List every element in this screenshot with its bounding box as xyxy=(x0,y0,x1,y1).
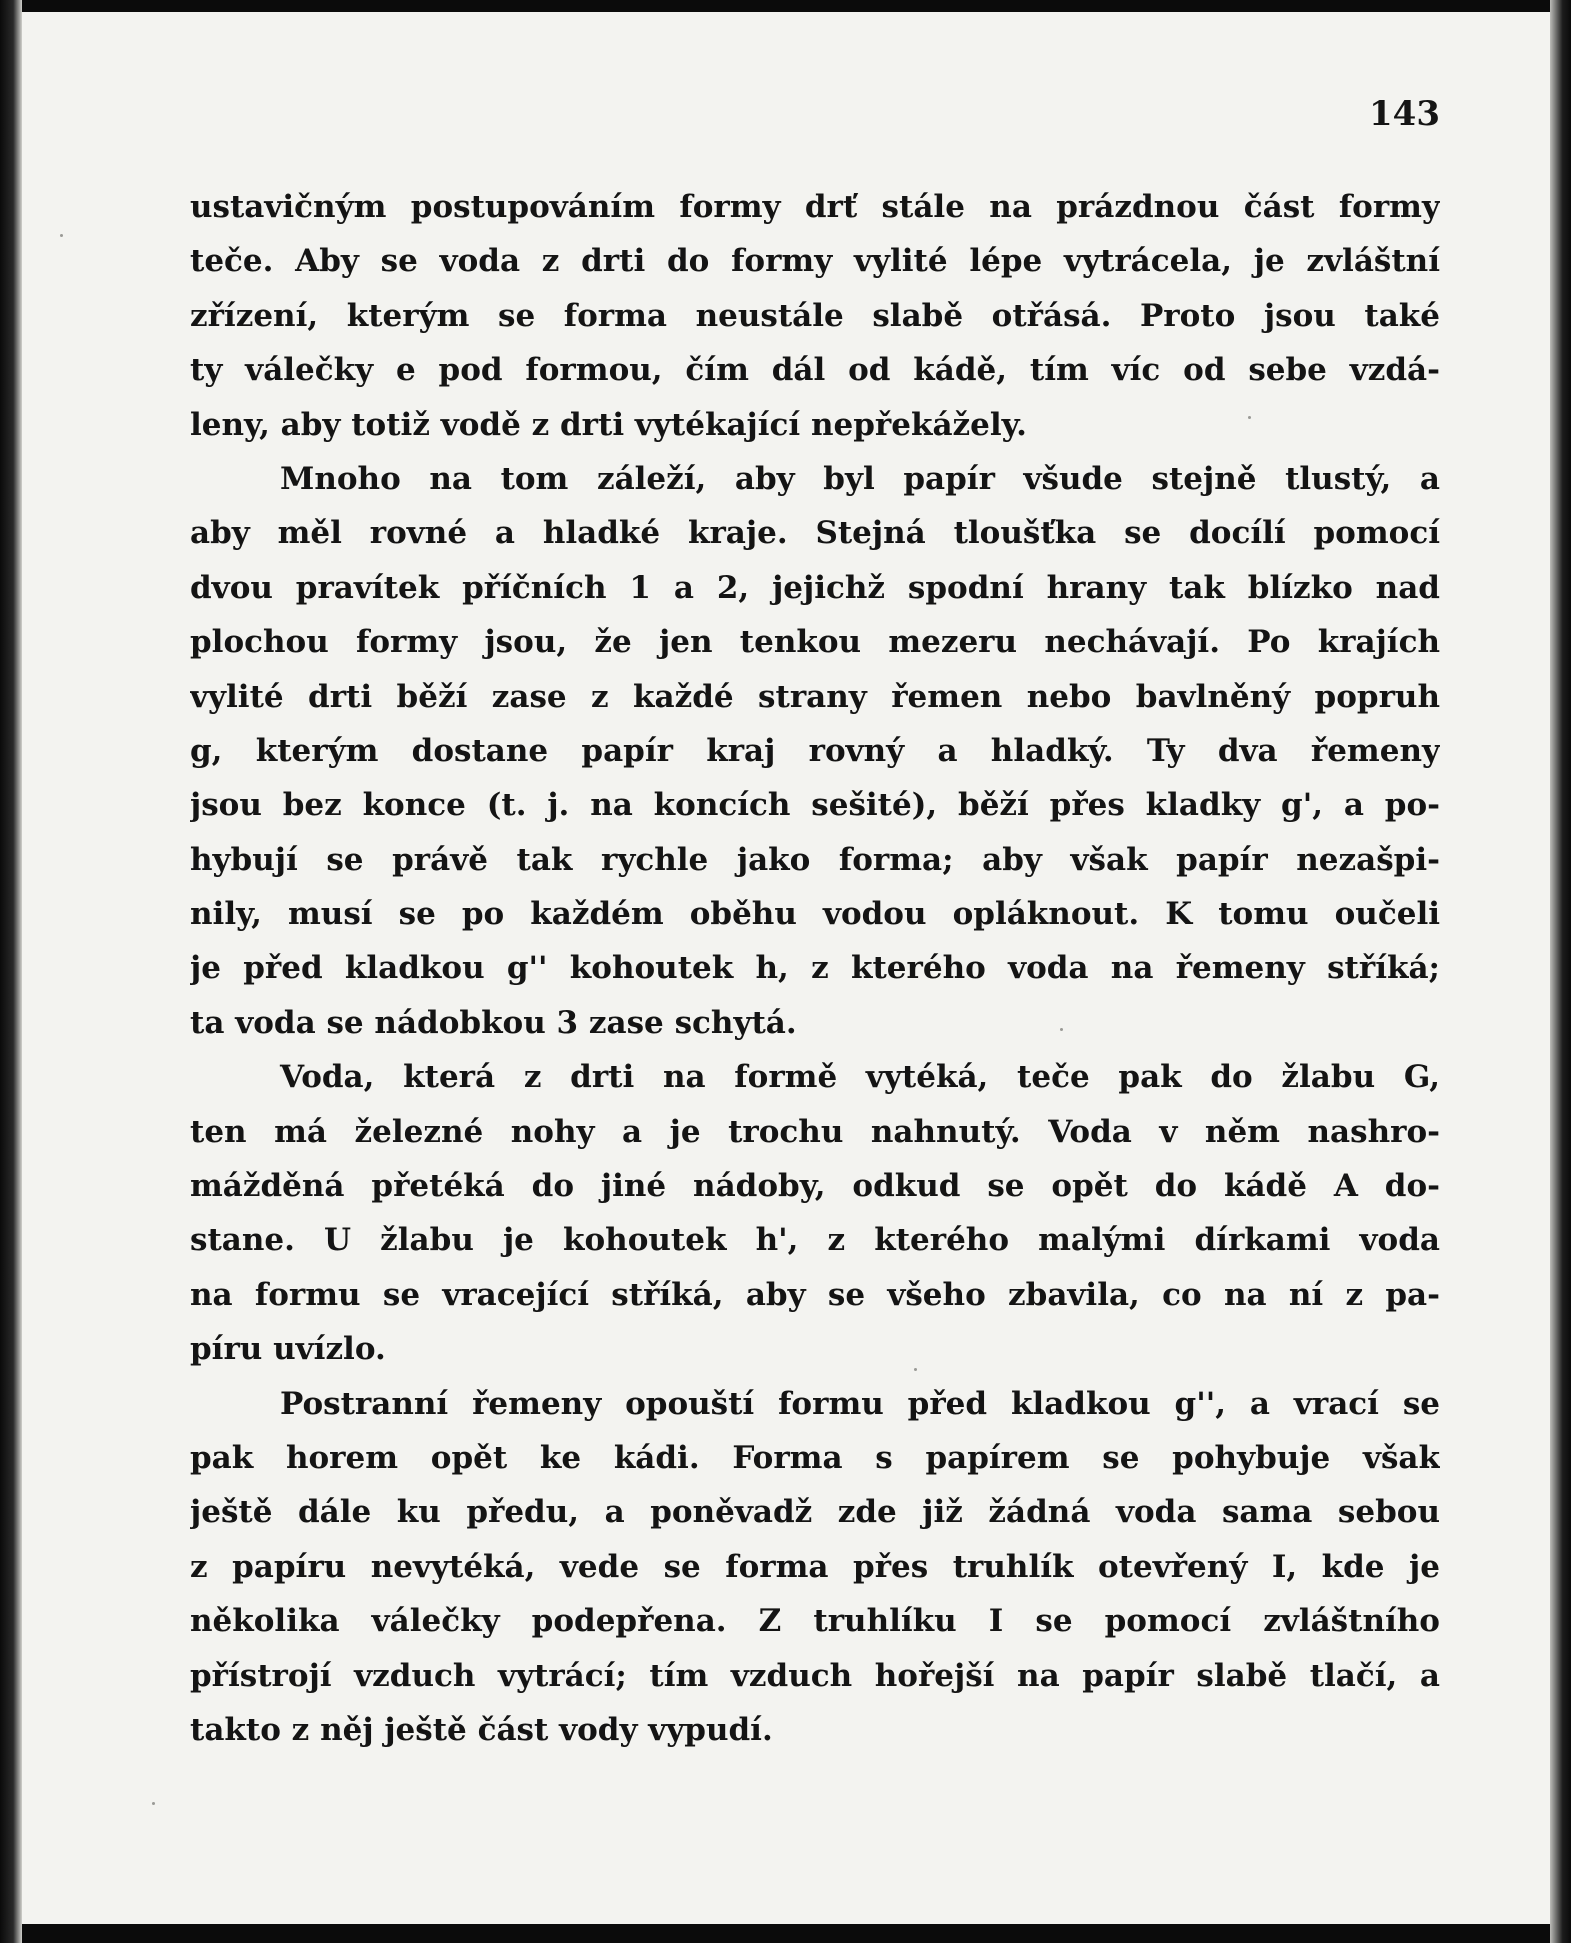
scan-left-edge xyxy=(0,0,22,1943)
text-line: z papíru nevytéká, vede se forma přes truhlík otevřený I, kde je xyxy=(190,1548,1440,1585)
text-line: stane. U žlabu je kohoutek h', z kterého malými dírkami voda xyxy=(190,1222,1440,1259)
text-line: leny, aby totiž vodě z drti vytékající nepřekážely. xyxy=(190,406,1027,443)
scan-speck xyxy=(1248,416,1251,419)
text-line: pak horem opět ke kádi. Forma s papírem se pohybuje však xyxy=(190,1439,1440,1476)
scan-speck xyxy=(1060,1028,1063,1031)
body-text xyxy=(190,180,1440,1757)
text-line: píru uvízlo. xyxy=(190,1331,386,1368)
text-line: Postranní řemeny opouští formu před kladkou g'', a vrací se xyxy=(280,1385,1440,1422)
text-line: zřízení, kterým se forma neustále slabě otřásá. Proto jsou také xyxy=(190,297,1440,334)
text-line: několika válečky podepřena. Z truhlíku I se pomocí zvláštního xyxy=(190,1603,1440,1640)
book-page xyxy=(22,12,1550,1924)
page-number: 143 xyxy=(1369,94,1440,134)
text-line: ten má železné nohy a je trochu nahnutý. Voda v něm nashro- xyxy=(190,1113,1440,1150)
text-line: jsou bez konce (t. j. na koncích sešité), běží přes kladky g', a po- xyxy=(190,787,1440,824)
scan-speck xyxy=(914,1368,917,1371)
scan-speck xyxy=(60,234,63,237)
text-line: ustavičným postupováním formy drť stále na prázdnou část formy xyxy=(190,189,1440,225)
scan-speck xyxy=(152,1802,155,1805)
text-line: vylité drti běží zase z každé strany řemen nebo bavlněný popruh xyxy=(190,678,1440,715)
text-line: takto z něj ještě část vody vypudí. xyxy=(190,1711,773,1748)
text-line: g, kterým dostane papír kraj rovný a hladký. Ty dva řemeny xyxy=(190,732,1440,769)
text-line: přístrojí vzduch vytrácí; tím vzduch hořejší na papír slabě tlačí, a xyxy=(190,1657,1440,1694)
text-line: mážděná přetéká do jiné nádoby, odkud se opět do kádě A do- xyxy=(190,1168,1440,1205)
text-line: nily, musí se po každém oběhu vodou opláknout. K tomu oučeli xyxy=(190,896,1440,933)
text-line: dvou pravítek příčních 1 a 2, jejichž spodní hrany tak blízko nad xyxy=(190,569,1440,606)
text-line: plochou formy jsou, že jen tenkou mezeru nechávají. Po krajích xyxy=(190,624,1440,661)
text-line: ještě dále ku předu, a poněvadž zde již žádná voda sama sebou xyxy=(190,1494,1440,1531)
text-line: aby měl rovné a hladké kraje. Stejná tloušťka se docílí pomocí xyxy=(190,515,1440,552)
text-line: Voda, která z drti na formě vytéká, teče pak do žlabu G, xyxy=(280,1059,1440,1096)
scan-right-edge xyxy=(1550,0,1571,1943)
text-line: teče. Aby se voda z drti do formy vylité lépe vytrácela, je zvláštní xyxy=(190,243,1440,280)
text-line: ty válečky e pod formou, čím dál od kádě, tím víc od sebe vzdá- xyxy=(190,352,1440,389)
text-line: Mnoho na tom záleží, aby byl papír všude stejně tlustý, a xyxy=(280,460,1440,497)
text-line: je před kladkou g'' kohoutek h, z kterého voda na řemeny stříká; xyxy=(190,950,1440,987)
text-line: na formu se vracející stříká, aby se všeho zbavila, co na ní z pa- xyxy=(190,1276,1440,1313)
text-line: hybují se právě tak rychle jako forma; aby však papír nezašpi- xyxy=(190,841,1440,878)
text-line: ta voda se nádobkou 3 zase schytá. xyxy=(190,1004,797,1041)
